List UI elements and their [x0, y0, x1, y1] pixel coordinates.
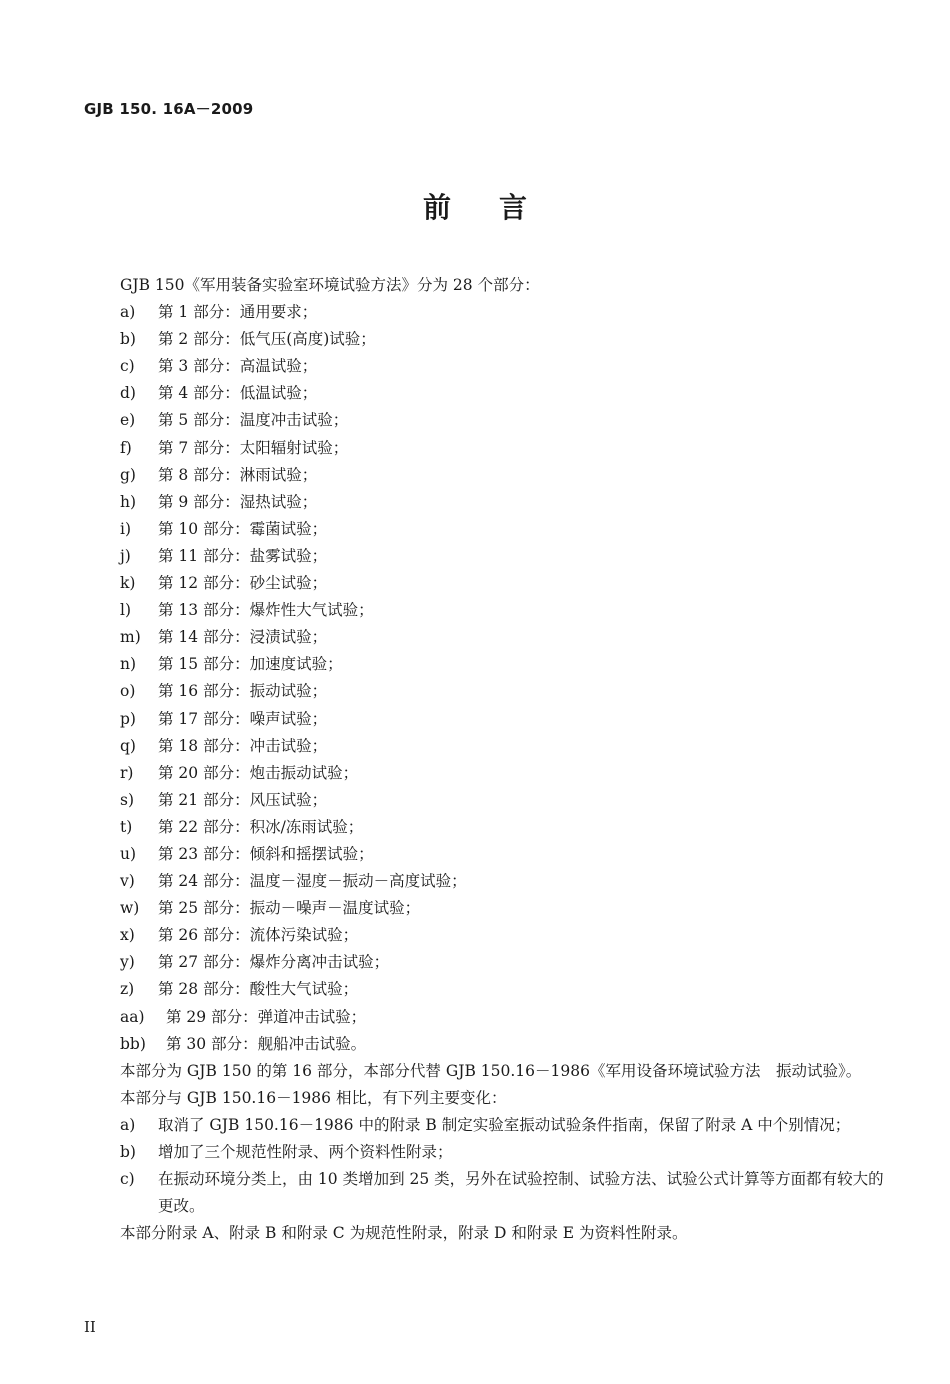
list-item-text: 第 16 部分：振动试验； — [158, 682, 328, 701]
list-item-text: 第 12 部分：砂尘试验； — [158, 574, 328, 593]
list-item-text: 第 27 部分：爆炸分离冲击试验； — [158, 953, 390, 972]
list-item-text: 第 23 部分：倾斜和摇摆试验； — [158, 844, 374, 863]
appendix-paragraph: 本部分附录 A、附录 B 和附录 C 为规范性附录，附录 D 和附录 E 为资料性附录。 — [120, 1224, 688, 1243]
list-item-label: l) — [120, 601, 132, 620]
list-item — [84, 489, 884, 516]
list-item-label: j) — [120, 546, 131, 565]
change-item — [84, 1112, 884, 1139]
change-item-label: a) — [120, 1115, 136, 1134]
list-item-label: u) — [120, 844, 137, 863]
list-item — [84, 570, 884, 597]
list-item-label: p) — [120, 709, 136, 728]
list-item-text: 第 5 部分：温度冲击试验； — [158, 411, 349, 430]
list-item — [84, 1004, 884, 1031]
list-item-label: o) — [120, 682, 136, 701]
list-item — [84, 706, 884, 733]
list-item — [84, 516, 884, 543]
list-item-label: v) — [120, 872, 135, 891]
list-item — [84, 380, 884, 407]
list-item-text: 第 1 部分：通用要求； — [158, 303, 318, 322]
list-item — [84, 299, 884, 326]
list-item-label: z) — [120, 980, 135, 999]
list-item-text: 第 3 部分：高温试验； — [158, 357, 318, 376]
list-item-text: 第 9 部分：湿热试验； — [158, 492, 318, 511]
list-item-label: r) — [120, 763, 134, 782]
page-title: 前言 — [422, 191, 575, 224]
changes-intro-paragraph: 本部分与 GJB 150.16－1986 相比，有下列主要变化： — [120, 1088, 507, 1107]
list-item — [84, 814, 884, 841]
list-item-label: e) — [120, 411, 136, 430]
list-item-text: 第 21 部分：风压试验； — [158, 790, 328, 809]
replacement-paragraph-wrap — [84, 1058, 884, 1085]
list-item — [84, 895, 884, 922]
list-item-label: x) — [120, 926, 135, 945]
change-item-text: 取消了 GJB 150.16－1986 中的附录 B 制定实验室振动试验条件指南，保留了附录 A 中个别情况； — [158, 1115, 851, 1134]
changes-list — [84, 1112, 884, 1220]
list-item — [84, 678, 884, 705]
list-item-label: k) — [120, 574, 136, 593]
change-item-label: c) — [120, 1170, 135, 1189]
list-item-text: 第 14 部分：浸渍试验； — [158, 628, 328, 647]
list-item — [84, 624, 884, 651]
list-item-label: aa) — [120, 1007, 145, 1026]
list-item-label: s) — [120, 790, 135, 809]
list-item-text: 第 25 部分：振动－噪声－温度试验； — [158, 899, 421, 918]
list-item-label: d) — [120, 384, 136, 403]
list-item — [84, 841, 884, 868]
list-item-label: f) — [120, 438, 132, 457]
list-item-label: n) — [120, 655, 137, 674]
list-item-text: 第 26 部分：流体污染试验； — [158, 926, 359, 945]
list-item-label: h) — [120, 492, 137, 511]
list-item-text: 第 15 部分：加速度试验； — [158, 655, 343, 674]
list-item — [84, 435, 884, 462]
list-item-text: 第 18 部分：冲击试验； — [158, 736, 328, 755]
list-item — [84, 733, 884, 760]
list-item-text: 第 10 部分：霉菌试验； — [158, 519, 328, 538]
list-item-text: 第 17 部分：噪声试验； — [158, 709, 328, 728]
list-item-label: t) — [120, 817, 133, 836]
list-item — [84, 543, 884, 570]
list-item-text: 第 7 部分：太阳辐射试验； — [158, 438, 349, 457]
list-item-text: 第 8 部分：淋雨试验； — [158, 465, 318, 484]
replacement-paragraph: 本部分为 GJB 150 的第 16 部分，本部分代替 GJB 150.16－1986《军用设备环境试验方法 振动试验》。 — [120, 1061, 862, 1080]
list-item-label: y) — [120, 953, 135, 972]
list-item — [84, 922, 884, 949]
list-item — [84, 1031, 884, 1058]
change-item-label: b) — [120, 1143, 136, 1161]
list-item-text: 第 13 部分：爆炸性大气试验； — [158, 601, 374, 620]
list-item-label: q) — [120, 736, 136, 755]
intro-paragraph: GJB 150《军用装备实验室环境试验方法》分为 28 个部分： — [120, 276, 540, 294]
list-item-text: 第 29 部分：弹道冲击试验； — [166, 1007, 367, 1026]
list-item-text: 第 30 部分：舰船冲击试验。 — [166, 1034, 367, 1053]
list-item — [84, 976, 884, 1003]
list-item-text: 第 28 部分：酸性大气试验； — [158, 980, 359, 999]
list-item-text: 第 4 部分：低温试验； — [158, 384, 318, 403]
list-item-label: a) — [120, 303, 136, 322]
list-item — [84, 353, 884, 380]
list-item — [84, 462, 884, 489]
list-item — [84, 868, 884, 895]
list-item-label: b) — [120, 330, 136, 349]
list-item — [84, 326, 884, 353]
list-item — [84, 651, 884, 678]
page-header-code: GJB 150. 16A－2009 — [84, 100, 254, 118]
parts-list — [84, 299, 884, 1058]
list-item-label: g) — [120, 465, 136, 484]
list-item-text: 第 11 部分：盐雾试验； — [158, 546, 328, 565]
list-item-text: 第 22 部分：积冰/冻雨试验； — [158, 817, 364, 836]
list-item — [84, 407, 884, 434]
page-number: II — [84, 1318, 96, 1336]
list-item-label: c) — [120, 357, 135, 376]
list-item-label: m) — [120, 628, 141, 647]
list-item-text: 第 24 部分：温度－湿度－振动－高度试验； — [158, 872, 467, 891]
list-item-label: bb) — [120, 1034, 146, 1053]
list-item — [84, 597, 884, 624]
change-item — [84, 1139, 884, 1166]
list-item — [84, 760, 884, 787]
list-item-text: 第 2 部分：低气压(高度)试验； — [158, 330, 376, 349]
change-item — [84, 1166, 884, 1220]
list-item-label: i) — [120, 519, 132, 538]
list-item — [84, 949, 884, 976]
list-item-label: w) — [120, 899, 140, 918]
list-item — [84, 787, 884, 814]
list-item-text: 第 20 部分：炮击振动试验； — [158, 763, 359, 782]
change-item-text: 在振动环境分类上，由 10 类增加到 25 类，另外在试验控制、试验方法、试验公式计算等方面都有较大的更改。 — [158, 1170, 884, 1216]
document-body — [84, 272, 884, 1247]
change-item-text: 增加了三个规范性附录、两个资料性附录； — [158, 1143, 453, 1161]
